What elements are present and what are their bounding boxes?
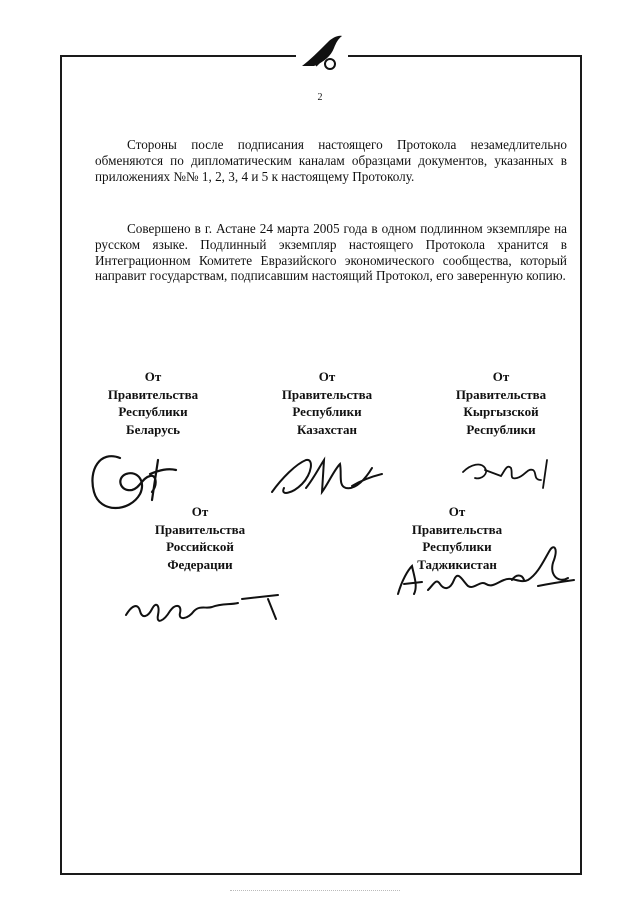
signatory-belarus <box>98 368 208 438</box>
signature-kazakhstan <box>262 448 392 508</box>
footer-scan-noise <box>230 890 400 895</box>
paragraph-done: Совершено в г. Астане 24 марта 2005 года в одном подлинном экземпляре на русском языке. Подлинный экземпляр настоящего Протокола хранится в Интеграционном Комитете Евразийского экономического сообщества, который направит государствам, подписавшим настоящий Протокол, его заверенную копию. <box>95 221 567 284</box>
signature-belarus <box>80 440 190 520</box>
signatory-line: Республики <box>422 539 492 554</box>
signatory-kyrgyzstan <box>446 368 556 438</box>
signatory-line: Таджикистан <box>417 556 497 572</box>
signatory-kazakhstan <box>272 368 382 438</box>
paragraph-exchange: Стороны после подписания настоящего Протокола незамедлительно обменяются по дипломатическим каналам образцами документов, указанных в приложениях №№ 1, 2, 3, 4 и 5 к настоящему Протоколу. <box>95 137 567 184</box>
signatory-line: От <box>492 369 510 384</box>
signatory-line: Республики <box>466 421 536 437</box>
signatory-line: Федерации <box>167 556 233 572</box>
signature-tajikistan <box>388 540 588 610</box>
signatory-line: Правительства <box>455 386 547 402</box>
signatory-line: Правительства <box>281 386 373 402</box>
signatory-line: Правительства <box>107 386 199 402</box>
signatory-line: Республики <box>292 404 362 419</box>
signatory-line: Беларусь <box>126 421 180 437</box>
page-number: 2 <box>317 92 323 103</box>
signatory-line: Республики <box>118 404 188 419</box>
signatory-line: Правительства <box>154 521 246 537</box>
signature-kyrgyzstan <box>455 450 565 495</box>
signatory-line: От <box>318 369 336 384</box>
signatory-line: Казахстан <box>297 421 357 437</box>
signatory-line: Правительства <box>411 521 503 537</box>
signatory-line: От <box>448 504 466 519</box>
signatory-line: Кыргызской <box>463 404 539 419</box>
signature-russia <box>118 585 293 635</box>
signatory-line: Российской <box>166 539 234 554</box>
signatory-line: От <box>191 504 209 519</box>
emblem-logo <box>296 30 348 74</box>
signatory-line: От <box>144 369 162 384</box>
